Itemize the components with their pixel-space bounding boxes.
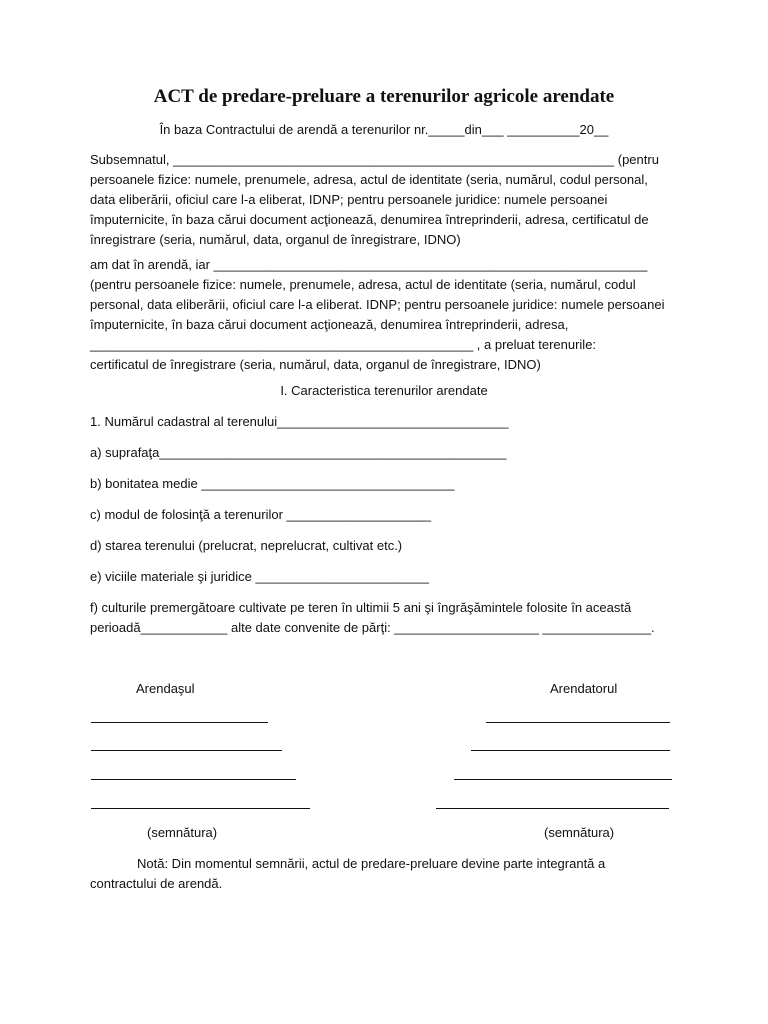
paragraph-line: certificatul de înregistrare (seria, numărul, data, organul de înregistrare, IDNO) bbox=[90, 357, 541, 372]
field-area: a) suprafaţa________________________________________________ bbox=[90, 445, 507, 460]
paragraph-line: am dat în arendă, iar ____________________________________________________________ bbox=[90, 257, 648, 272]
paragraph-line: Subsemnatul, _____________________________________________________________ (pentru bbox=[90, 152, 659, 167]
signature-line bbox=[91, 750, 282, 751]
paragraph-line: _____________________________________________________ , a preluat terenurile: bbox=[90, 337, 597, 352]
field-average-quality: b) bonitatea medie ___________________________________ bbox=[90, 476, 455, 491]
signature-line bbox=[91, 808, 310, 809]
paragraph-line: înregistrare (seria, numărul, data, organul de înregistrare, IDNO) bbox=[90, 232, 461, 247]
signature-line bbox=[486, 722, 670, 723]
field-usage-mode: c) modul de folosinţă a terenurilor ____________________ bbox=[90, 507, 432, 522]
signature-line bbox=[91, 722, 268, 723]
signature-line bbox=[471, 750, 670, 751]
paragraph-line: f) culturile premergătoare cultivate pe teren în ultimii 5 ani şi îngrăşămintele folosite în această bbox=[90, 600, 632, 615]
paragraph-am-dat bbox=[90, 255, 664, 375]
paragraph-previous-crops bbox=[90, 598, 655, 638]
signature-line bbox=[454, 779, 672, 780]
paragraph-line: împuternicite, în baza cărui document acţionează, denumirea întreprinderii, adresa, certificatul de bbox=[90, 212, 649, 227]
paragraph-subsemnatul bbox=[90, 150, 659, 250]
field-defects: e) viciile materiale şi juridice ________________________ bbox=[90, 569, 429, 584]
section-heading: I. Caracteristica terenurilor arendate bbox=[280, 383, 488, 398]
note-line: Notă: Din momentul semnării, actul de predare-preluare devine parte integrantă a bbox=[137, 856, 606, 871]
signature-caption-lessor: (semnătura) bbox=[544, 825, 615, 840]
signature-label-lessee: Arendaşul bbox=[136, 681, 195, 696]
paragraph-line: perioadă____________ alte date convenite de părţi: ____________________ _______________. bbox=[90, 620, 655, 635]
signature-label-lessor: Arendatorul bbox=[550, 681, 618, 696]
paragraph-line: (pentru persoanele fizice: numele, prenumele, adresa, actul de identitate (seria, numărul, codul bbox=[90, 277, 636, 292]
paragraph-line: persoanele fizice: numele, prenumele, adresa, actul de identitate (seria, numărul, codul personal, bbox=[90, 172, 648, 187]
paragraph-line: împuternicite, în baza cărui document acţionează, denumirea întreprinderii, adresa, bbox=[90, 317, 569, 332]
contract-reference: În baza Contractului de arendă a terenurilor nr._____din___ __________20__ bbox=[159, 122, 609, 137]
signature-line bbox=[91, 779, 296, 780]
field-land-state: d) starea terenului (prelucrat, neprelucrat, cultivat etc.) bbox=[90, 538, 403, 553]
paragraph-line: data eliberării, oficiul care l-a eliberat, IDNP; pentru persoanele juridice: numele persoanei bbox=[90, 192, 608, 207]
note bbox=[90, 854, 605, 894]
field-cadastral-number: 1. Numărul cadastral al terenului________________________________ bbox=[90, 414, 509, 429]
document-title: ACT de predare-preluare a terenurilor agricole arendate bbox=[153, 86, 615, 107]
paragraph-line: personal, data eliberării, oficiul care l-a eliberat. IDNP; pentru persoanele juridice: numele persoanei bbox=[90, 297, 665, 312]
signature-caption-lessee: (semnătura) bbox=[147, 825, 218, 840]
signature-line bbox=[436, 808, 669, 809]
note-line: contractului de arendă. bbox=[90, 876, 223, 891]
